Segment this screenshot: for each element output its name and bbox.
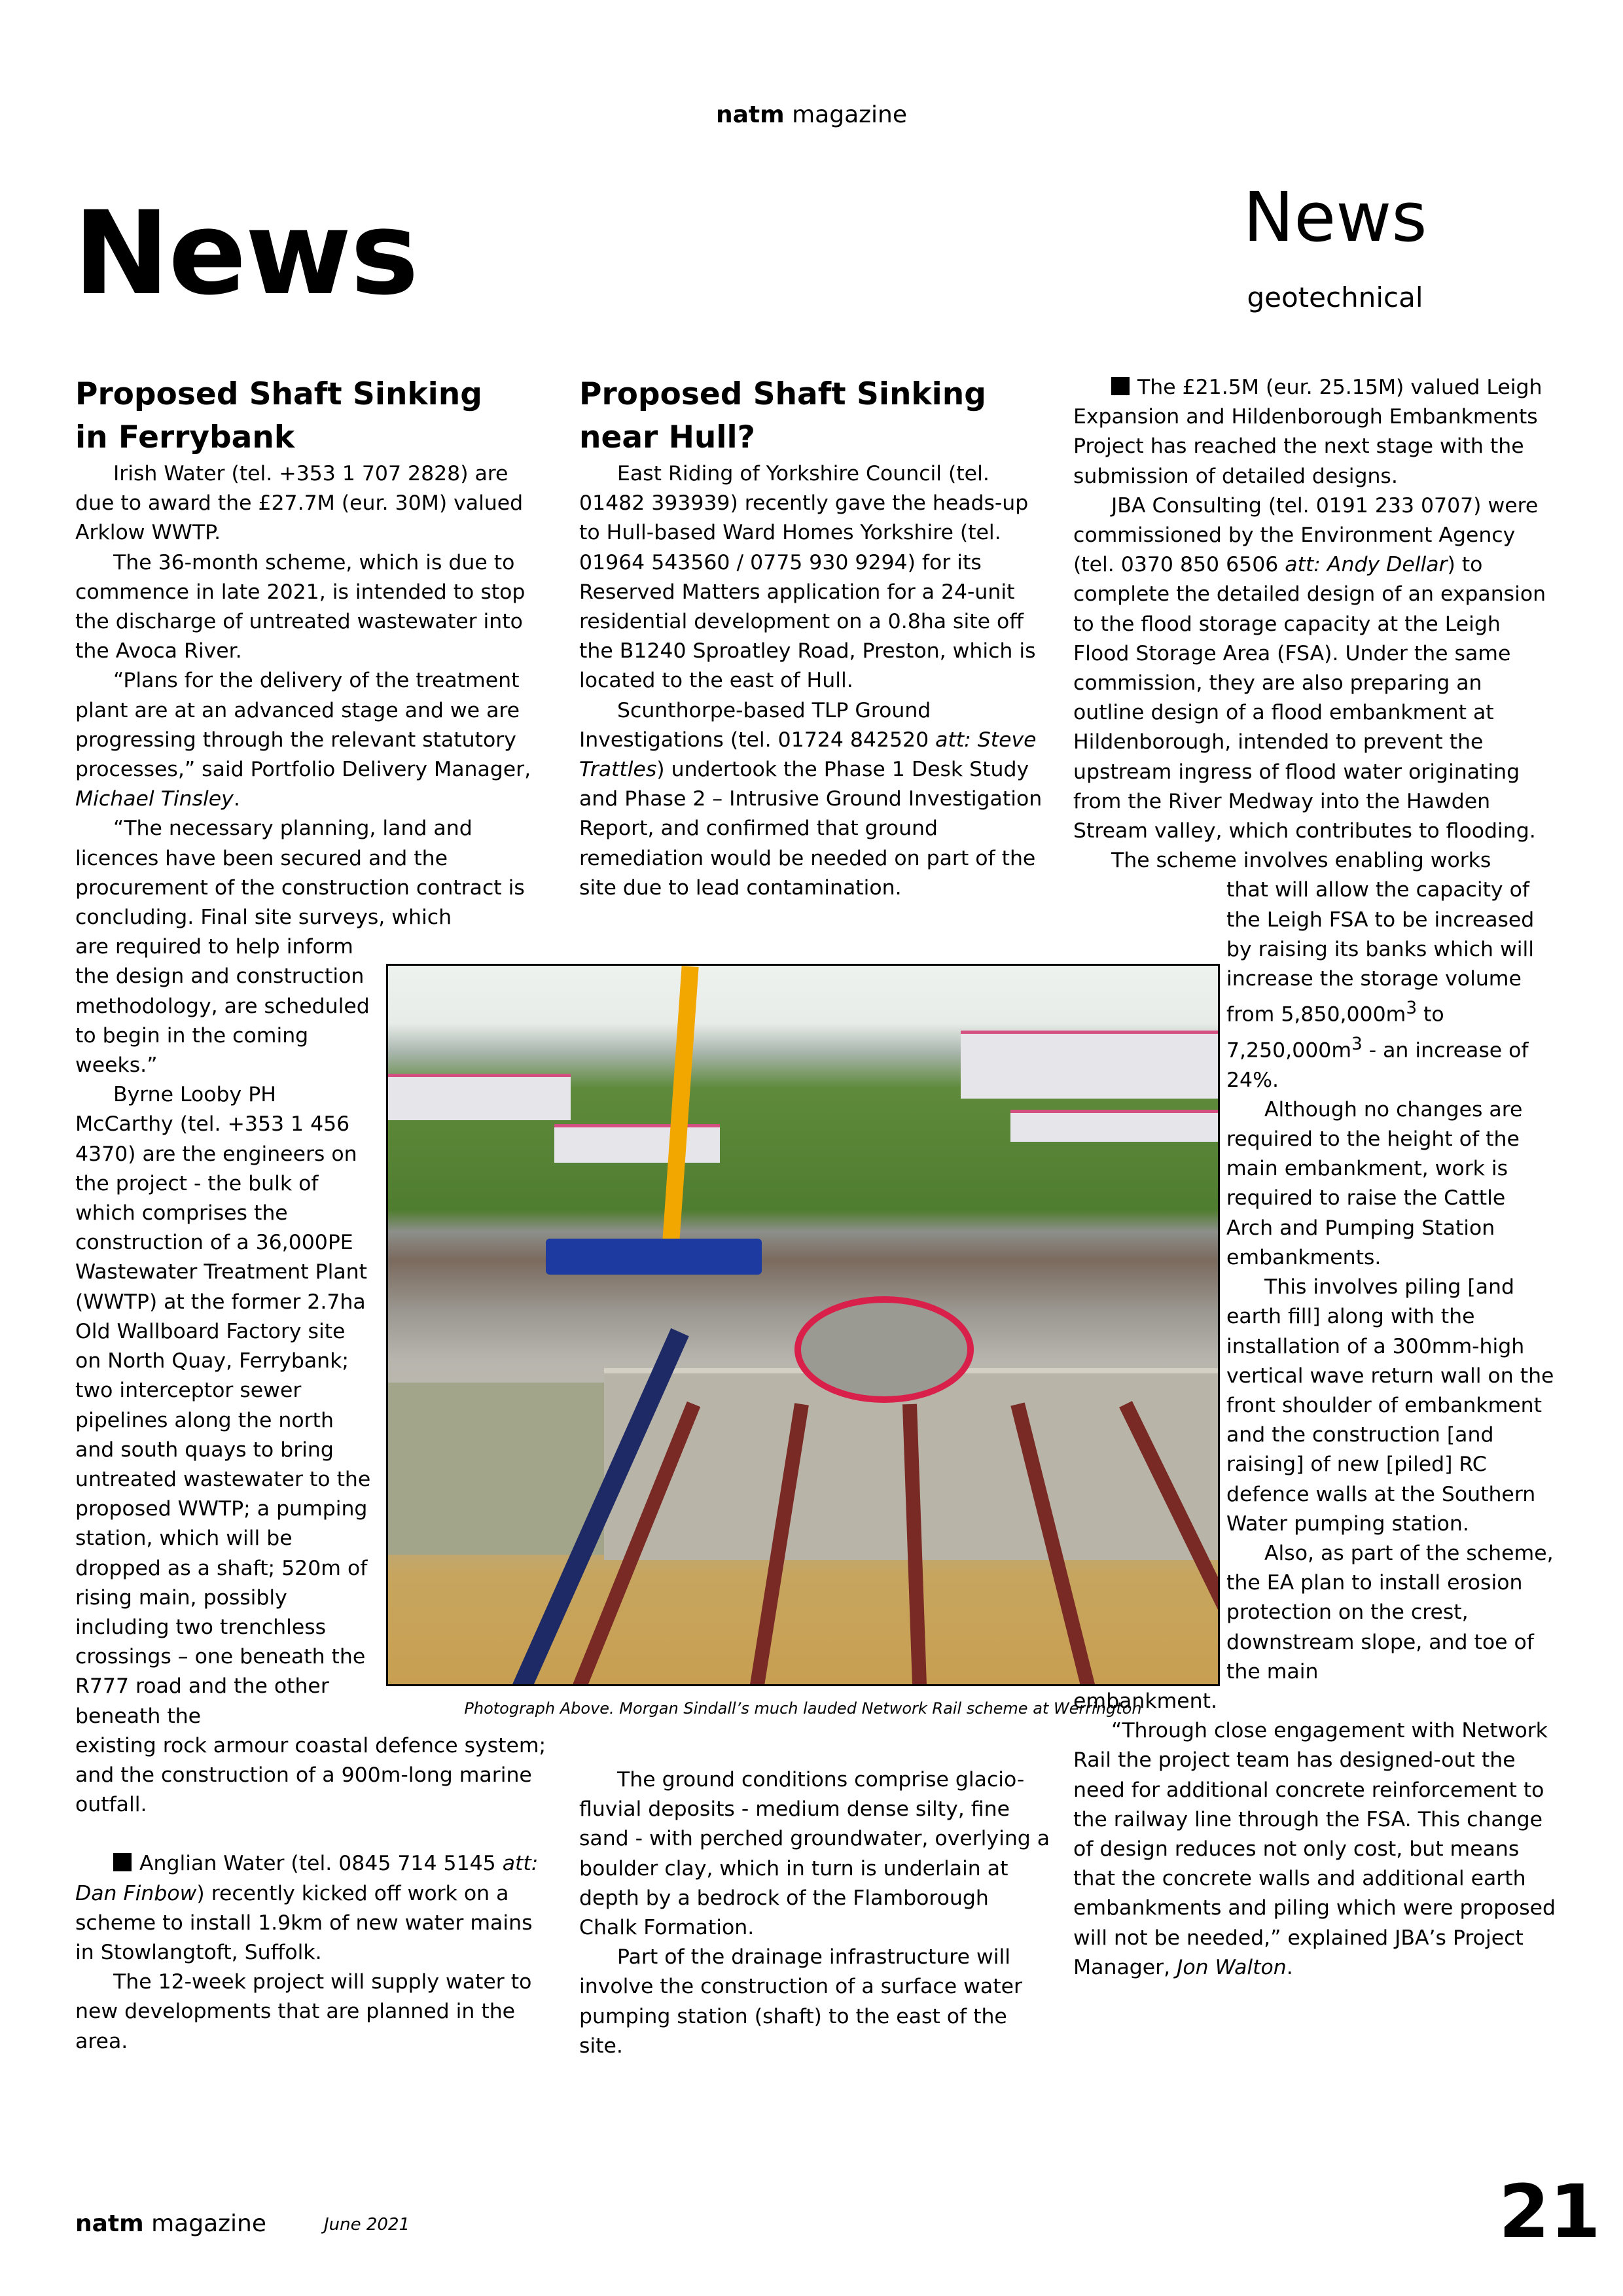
photo-caption: Photograph Above. Morgan Sindall’s much lauded Network Rail scheme at Werrington [464, 1699, 1142, 1718]
paragraph: The 36-month scheme, which is due to commence in late 2021, is intended to stop the discharge of untreated wastewater into the Avoca River. [75, 550, 526, 663]
paragraph: embankment. [1073, 1689, 1217, 1713]
paragraph: East Riding of Yorkshire Council (tel. 01482 393939) recently gave the heads-up to Hull-based Ward Homes Yorkshire (tel. 01964 543560 / 0775 930 9294) for its Reserved Matters application for a 24-unit residential development on a 0.8ha site off the B1240 Sproatley Road, Preston, which is located to the east of Hull. [579, 462, 1036, 693]
person-name: Michael Tinsley [75, 787, 234, 811]
crane-boom [662, 966, 699, 1254]
crane-truck [546, 1239, 762, 1275]
attention-contact: att: Steve Trattles [579, 728, 1037, 782]
footer-brand: natm magazine [75, 2210, 267, 2237]
paragraph: Irish Water (tel. +353 1 707 2828) are due to award the £27.7M (eur. 30M) valued Arklow WWTP. [75, 462, 524, 545]
paragraph: The £21.5M (eur. 25.15M) valued Leigh Expansion and Hildenborough Embankments Project has reached the next stage with the submission of detailed designs. [1073, 376, 1543, 488]
column-middle-bottom [579, 1765, 1050, 2061]
paragraph: “Through close engagement with Network Rail the project team has designed-out the need for additional concrete reinforcement to the railway line through the FSA. This change of design reduces not only cost, but means that the concrete walls and additional earth embankments and piling which were proposed will not be needed,” explained JBA’s Project Manager, Jon Walton. [1073, 1719, 1556, 1979]
paragraph: that will allow the capacity of the Leigh FSA to be increased by raising its banks which will increase the storage volume from $5,850,000m^3$ to $7,250,000m^3$ - an increase of 24%. [1226, 878, 1535, 1092]
running-header [0, 101, 1623, 128]
shaft-ring [794, 1296, 974, 1403]
paragraph: Part of the drainage infrastructure will involve the construction of a surface water pumping station (shaft) to the east of the site. [579, 1945, 1022, 2058]
paragraph: This involves piling [and earth fill] along with the installation of a 300mm-high vertical wave return wall on the front shoulder of embankment and the construction [and raising] of new [piled] RC defence walls at the Southern Water pumping station. [1226, 1275, 1554, 1536]
bullet-square-icon [1111, 377, 1130, 395]
paragraph: The ground conditions comprise glacio-fluvial deposits - medium dense silty, fine sand - with perched groundwater, overlying a boulder clay, which in turn is underlain at depth by a bedrock of the Flamborough Chalk Formation. [579, 1768, 1050, 1940]
building-shape [388, 1074, 571, 1120]
paragraph: are required to help inform the design and construction methodology, are scheduled to begin in the coming weeks.” [75, 935, 370, 1078]
attention-contact: att: Andy Dellar [1285, 553, 1448, 577]
brand-rest: magazine [784, 101, 907, 128]
paragraph: The scheme involves enabling works [1111, 849, 1491, 873]
attention-contact: att: Dan Finbow [75, 1852, 539, 1905]
footer-date: June 2021 [324, 2215, 410, 2234]
page-number: 21 [1499, 2170, 1601, 2255]
person-name: Jon Walton [1177, 1955, 1287, 1979]
building-shape [554, 1124, 721, 1163]
column-middle [579, 373, 1050, 903]
paragraph: “The necessary planning, land and licences have been secured and the procurement of the construction contract is concluding. Final site surveys, which [75, 817, 525, 930]
paragraph: Byrne Looby PH McCarthy (tel. +353 1 456 4370) are the engineers on the project - the bulk of which comprises the construction of a 36,000PE Wastewater Treatment Plant (WWTP) at the former 2.7ha Old Wallboard Factory site on North Quay, Ferrybank; two interceptor sewer pipelines along the north and south quays to bring untreated wastewater to the proposed WWTP; a pumping station, which will be dropped as a shaft; 520m of rising main, possibly including two trenchless crossings – one beneath the R777 road and the other beneath the [75, 1083, 371, 1728]
article-title-ferrybank: Proposed Shaft Sinking in Ferrybank [75, 376, 482, 455]
column-right [1073, 373, 1558, 1983]
paragraph: existing rock armour coastal defence system; and the construction of a 900m-long marine outfall. [75, 1733, 546, 1817]
retaining-wall-left [388, 1383, 604, 1555]
section-title: News [1243, 177, 1427, 257]
paragraph: “Plans for the delivery of the treatment plant are at an advanced stage and we are progressing through the relevant statutory processes,” said Portfolio Delivery Manager, Michael Tinsley. [75, 669, 531, 811]
paragraph: Although no changes are required to the height of the main embankment, work is required to raise the Cattle Arch and Pumping Station embankments. [1226, 1097, 1523, 1269]
article-title-hull: Proposed Shaft Sinking near Hull? [579, 376, 986, 455]
paragraph: Also, as part of the scheme, the EA plan to install erosion protection on the crest, downstream slope, and toe of the main [1226, 1541, 1554, 1684]
paragraph: Scunthorpe-based TLP Ground Investigations (tel. 01724 842520 att: Steve Trattles) undertook the Phase 1 Desk Study and Phase 2 – Intrusive Ground Investigation Report, and confirmed that ground remediation would be needed on part of the site due to lead contamination. [579, 698, 1043, 900]
paragraph: The 12-week project will supply water to new developments that are planned in the area. [75, 1970, 532, 2053]
paragraph: Anglian Water (tel. 0845 714 5145 att: Dan Finbow) recently kicked off work on a scheme to install 1.9km of new water mains in Stowlangtoft, Suffolk. [75, 1852, 539, 1964]
section-subtitle: geotechnical [1247, 281, 1423, 313]
brand-bold: natm [715, 101, 785, 128]
page-title: News [73, 186, 418, 321]
bullet-square-icon [113, 1853, 132, 1871]
paragraph: JBA Consulting (tel. 0191 233 0707) were commissioned by the Environment Agency (tel. 0370 850 6506 att: Andy Dellar) to complete the detailed design of an expansion to the flood storage capacity at the Leigh Flood Storage Area (FSA). Under the same commission, they are also preparing an outline design of a flood embankment at Hildenborough, intended to prevent the upstream ingress of flood water originating from the River Medway into the Hawden Stream valley, which contributes to flooding. [1073, 493, 1546, 843]
